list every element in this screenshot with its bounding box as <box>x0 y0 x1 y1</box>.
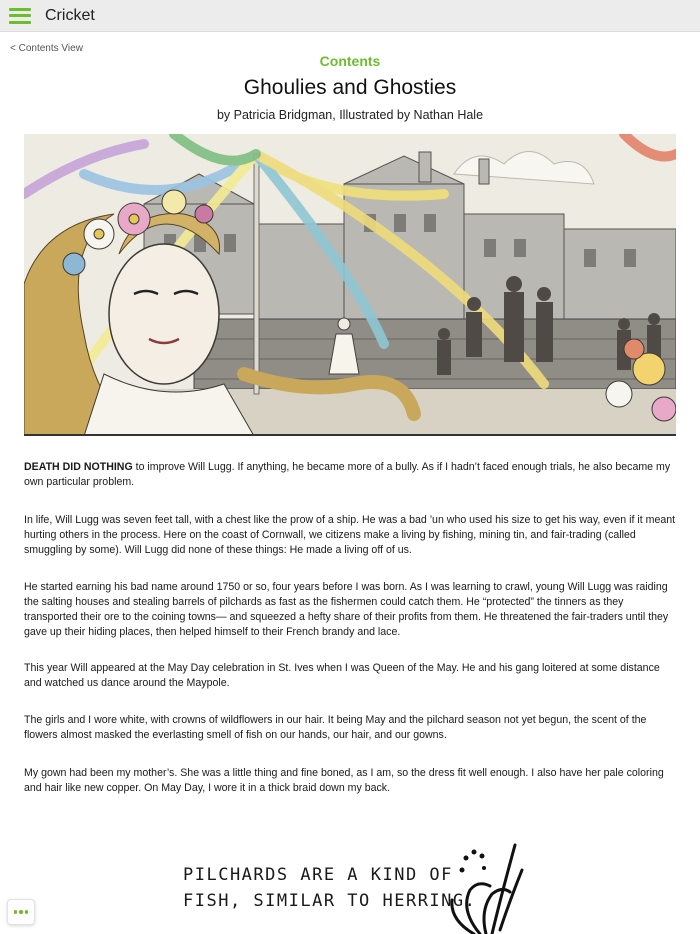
paragraph-1 <box>24 460 676 490</box>
hero-illustration <box>24 134 676 436</box>
paragraph-6: My gown had been my mother’s. She was a little thing and fine boned, as I am, so the dress fit well enough. I also have her pale coloring and hair like new copper. On May Day, I wore it in a thick braid down my back. <box>24 767 664 794</box>
app-title: Cricket <box>45 6 95 24</box>
story-title: Ghoulies and Ghosties <box>243 76 457 99</box>
app-header <box>0 0 700 32</box>
paragraph-2: In life, Will Lugg was seven feet tall, with a chest like the prow of a ship. He was a bad ’un who used his size to get his way, even if it meant hurting others in the process. Here on the coast of Cornwall, we citizens make a living by fishing, mining tin, and fair-trading (called smuggling by some). Will Lugg did none of these things: He made a living off of us. <box>24 514 676 556</box>
paragraph-1-text: to improve Will Lugg. If anything, he became more of a bully. As if I hadn’t faced enough trials, he also became my own particular problem. <box>24 461 671 488</box>
section-label[interactable]: Contents <box>319 53 381 69</box>
paragraph-5: The girls and I wore white, with crowns of wildflowers in our hair. It being May and the pilchard season not yet begun, the scent of the flowers almost masked the everlasting smell of fish on our hands, our hair, and our gowns. <box>24 714 647 741</box>
lead-in: DEATH DID NOTHING <box>24 461 133 473</box>
byline: by Patricia Bridgman, Illustrated by Nathan Hale <box>216 108 484 122</box>
fish-sketch-icon <box>440 840 525 934</box>
paragraph-3: He started earning his bad name around 1750 or so, four years before I was born. As I was learning to crawl, young Will Lugg was raiding the salting houses and stealing barrels of pilchards as fast as the fishermen could catch them. He “protected” the tinners as they transported their ore to the coining towns— and squeezed a hefty share of their profits from them. He threatened the fair-traders until they gave up their hiding places, then helped himself to their French brandy and lace. <box>24 581 669 638</box>
more-options-button[interactable] <box>7 899 35 925</box>
more-dots-icon <box>14 910 18 914</box>
back-to-contents-link[interactable]: < Contents View <box>10 43 83 54</box>
may-day-illustration <box>24 134 676 436</box>
hamburger-menu-icon[interactable] <box>9 8 31 24</box>
callout-line-1: PILCHARDS ARE A KIND OF <box>183 865 453 885</box>
paragraph-4: This year Will appeared at the May Day celebration in St. Ives when I was Queen of the May. He and his gang loitered at some distance and watched us dance around the Maypole. <box>24 662 660 689</box>
callout-line-2: FISH, SIMILAR TO HERRING. <box>183 891 477 911</box>
pilchard-callout <box>183 862 476 914</box>
